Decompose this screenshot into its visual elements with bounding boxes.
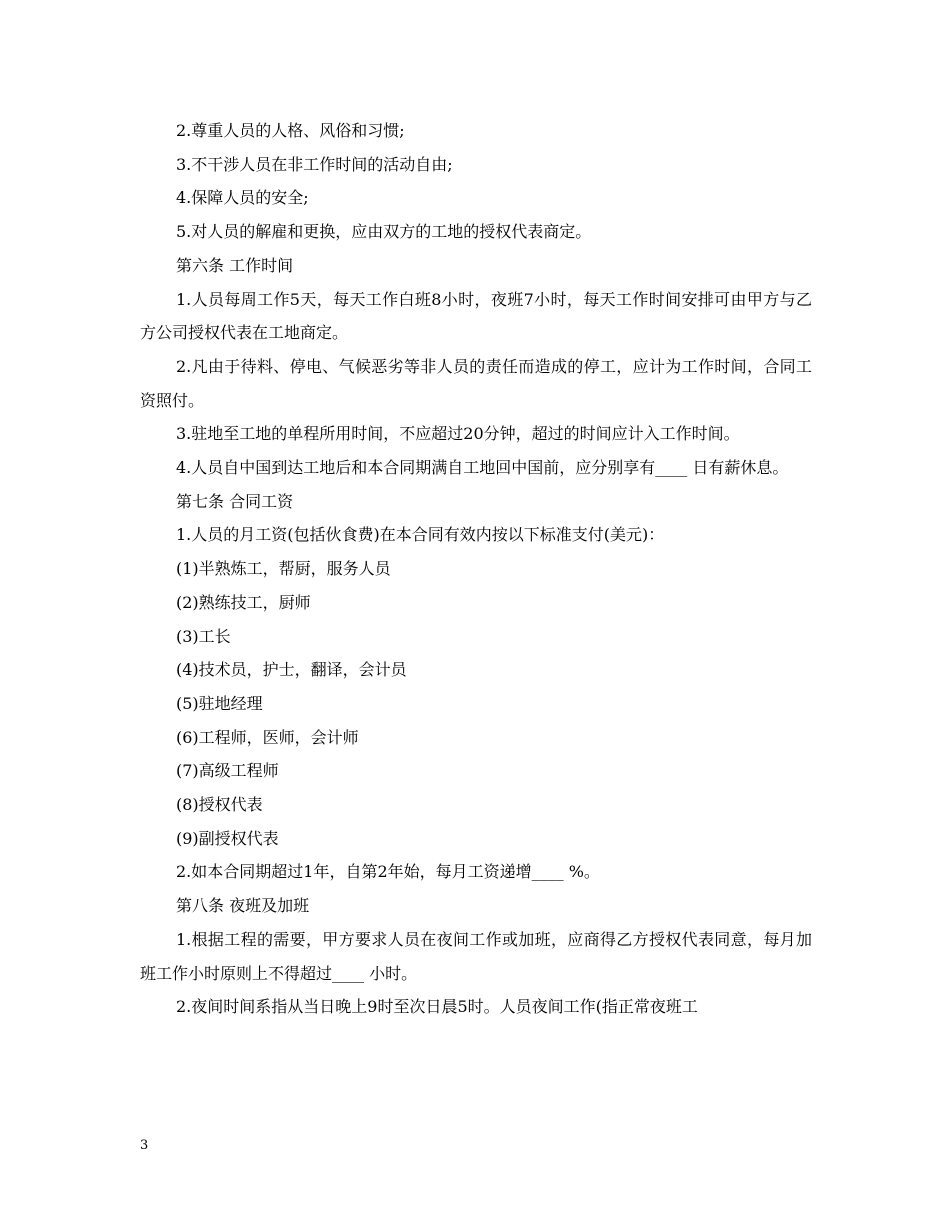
document-body <box>140 114 812 1024</box>
paragraph-23: 1.根据工程的需要，甲方要求人员在夜间工作或加班，应商得乙方授权代表同意，每月加班工作小时原则上不得超过____ 小时。 <box>140 929 812 983</box>
paragraph-7: 2.凡由于待料、停电、气候恶劣等非人员的责任而造成的停工，应计为工作时间，合同工资照付。 <box>140 356 812 410</box>
list-item-1: (1)半熟炼工，帮厨，服务人员 <box>176 559 391 579</box>
page-number: 3 <box>140 1138 149 1153</box>
list-item-8: (8)授权代表 <box>176 795 263 815</box>
section-heading-article-6: 第六条 工作时间 <box>176 255 294 275</box>
paragraph-11: 1.人员的月工资(包括伙食费)在本合同有效内按以下标准支付(美元)： <box>176 525 665 545</box>
paragraph-6: 1.人员每周工作5天，每天工作白班8小时，夜班7小时，每天工作时间安排可由甲方与乙方公司授权代表在工地商定。 <box>140 289 812 343</box>
list-item-9: (9)副授权代表 <box>176 828 279 848</box>
paragraph-21: 2.如本合同期超过1年，自第2年始，每月工资递增____ %。 <box>176 862 600 882</box>
paragraph-8: 3.驻地至工地的单程所用时间，不应超过20分钟，超过的时间应计入工作时间。 <box>176 424 740 444</box>
paragraph-24: 2.夜间时间系指从当日晚上9时至次日晨5时。人员夜间工作(指正常夜班工 <box>176 997 698 1017</box>
list-item-7: (7)高级工程师 <box>176 761 279 781</box>
list-item-6: (6)工程师，医师，会计师 <box>176 727 359 747</box>
list-item-2: (2)熟练技工，厨师 <box>176 592 311 612</box>
list-item-4: (4)技术员，护士，翻译，会计员 <box>176 660 407 680</box>
paragraph-3: 4.保障人员的安全; <box>176 188 309 208</box>
list-item-5: (5)驻地经理 <box>176 693 263 713</box>
paragraph-9: 4.人员自中国到达工地后和本合同期满自工地回中国前，应分别享有____ 日有薪休息。 <box>176 458 789 478</box>
section-heading-article-8: 第八条 夜班及加班 <box>176 896 310 916</box>
paragraph-4: 5.对人员的解雇和更换，应由双方的工地的授权代表商定。 <box>176 222 592 242</box>
list-item-3: (3)工长 <box>176 626 231 646</box>
section-heading-article-7: 第七条 合同工资 <box>176 491 294 511</box>
paragraph-2: 3.不干涉人员在非工作时间的活动自由; <box>176 154 453 174</box>
paragraph-1: 2.尊重人员的人格、风俗和习惯; <box>176 121 405 140</box>
